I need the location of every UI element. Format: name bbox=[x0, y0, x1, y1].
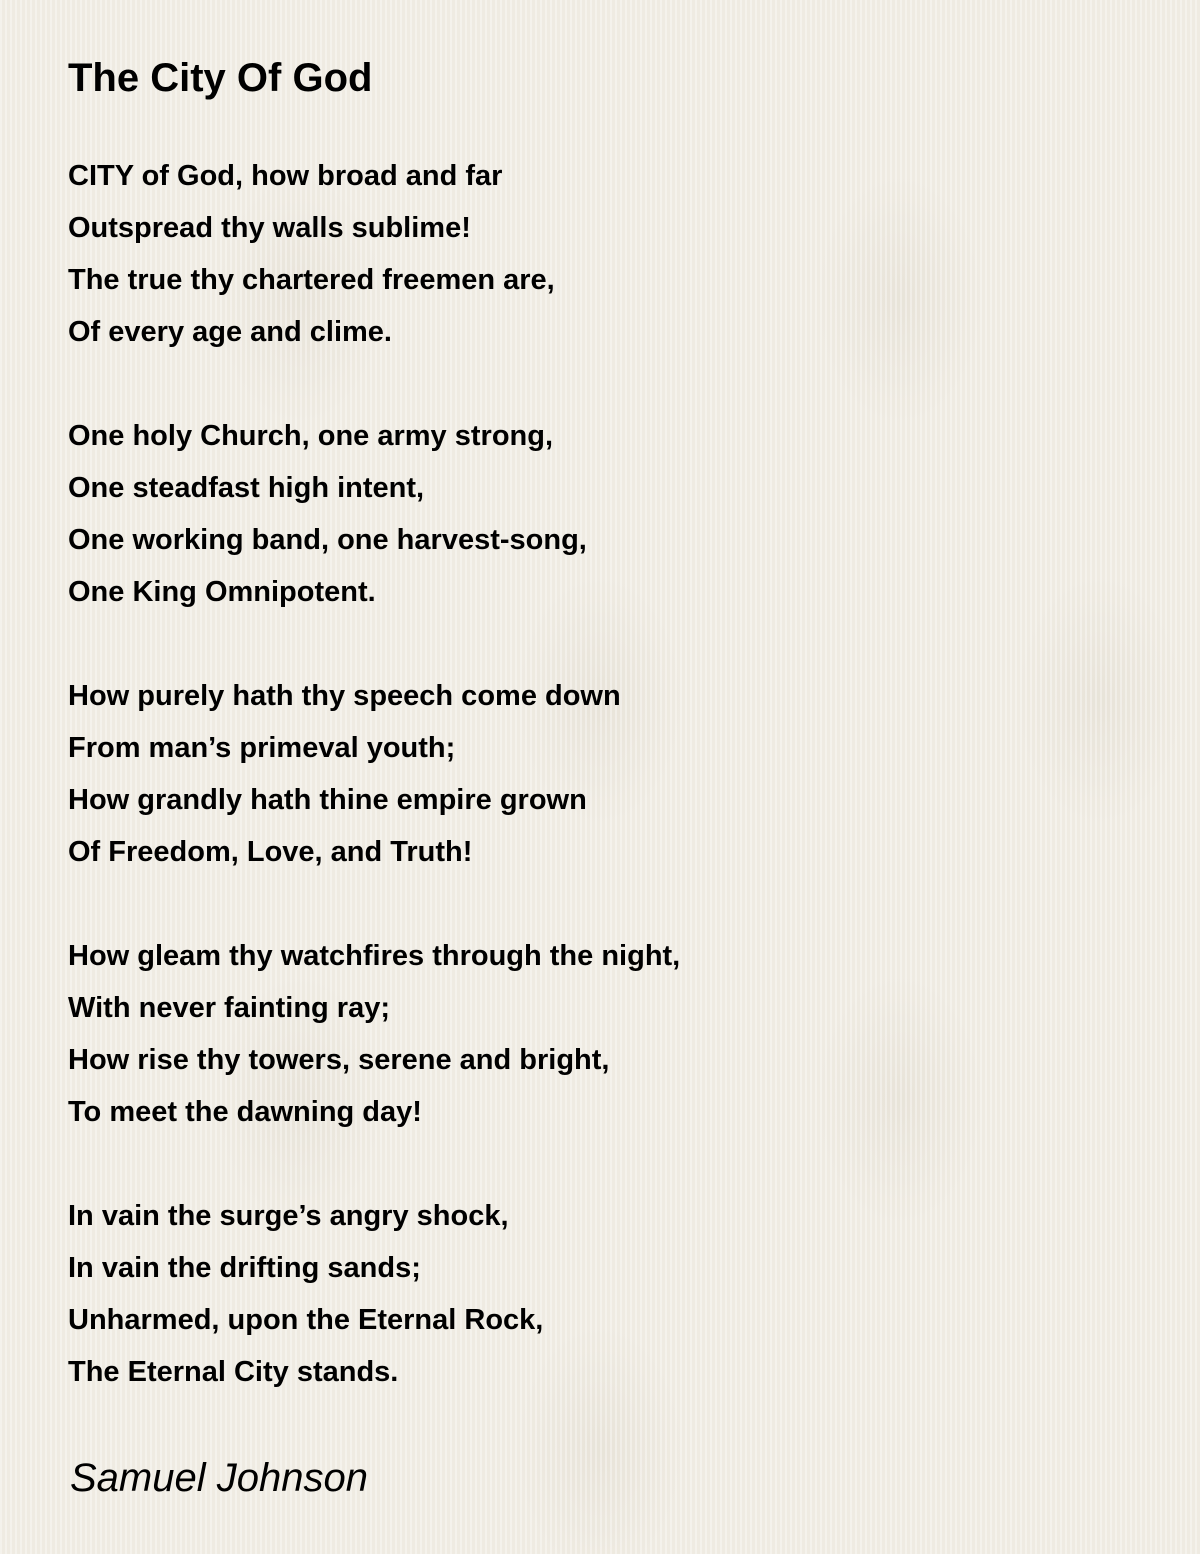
poem-line: The true thy chartered freemen are, bbox=[68, 264, 555, 296]
poem-line: Outspread thy walls sublime! bbox=[68, 212, 471, 244]
poem-line: How purely hath thy speech come down bbox=[68, 680, 621, 712]
poem-line: Of every age and clime. bbox=[68, 316, 392, 348]
stanza bbox=[68, 930, 680, 1138]
poem-line: One working band, one harvest-song, bbox=[68, 524, 587, 556]
poem-line: Of Freedom, Love, and Truth! bbox=[68, 836, 473, 868]
poem-line: How gleam thy watchfires through the night, bbox=[68, 940, 681, 972]
poem-line: The Eternal City stands. bbox=[68, 1356, 399, 1388]
stanza bbox=[68, 1190, 680, 1398]
stanza bbox=[68, 150, 680, 358]
poem-author: Samuel Johnson bbox=[70, 1456, 368, 1500]
poem-line: One steadfast high intent, bbox=[68, 472, 425, 504]
poem-line: CITY of God, how broad and far bbox=[68, 160, 503, 192]
poem-line: With never fainting ray; bbox=[68, 992, 391, 1024]
poem-line: From man’s primeval youth; bbox=[68, 732, 456, 764]
poem-body bbox=[68, 150, 680, 1398]
stanza bbox=[68, 670, 680, 878]
poem-line: How grandly hath thine empire grown bbox=[68, 784, 587, 816]
poem-line: How rise thy towers, serene and bright, bbox=[68, 1044, 610, 1076]
poem-title: The City Of God bbox=[68, 56, 373, 100]
poem-line: In vain the surge’s angry shock, bbox=[68, 1200, 509, 1232]
poem-line: Unharmed, upon the Eternal Rock, bbox=[68, 1304, 544, 1336]
stanza bbox=[68, 410, 680, 618]
poem-line: To meet the dawning day! bbox=[68, 1096, 422, 1128]
poem-line: One King Omnipotent. bbox=[68, 576, 376, 608]
poem-line: One holy Church, one army strong, bbox=[68, 420, 554, 452]
poem-line: In vain the drifting sands; bbox=[68, 1252, 421, 1284]
